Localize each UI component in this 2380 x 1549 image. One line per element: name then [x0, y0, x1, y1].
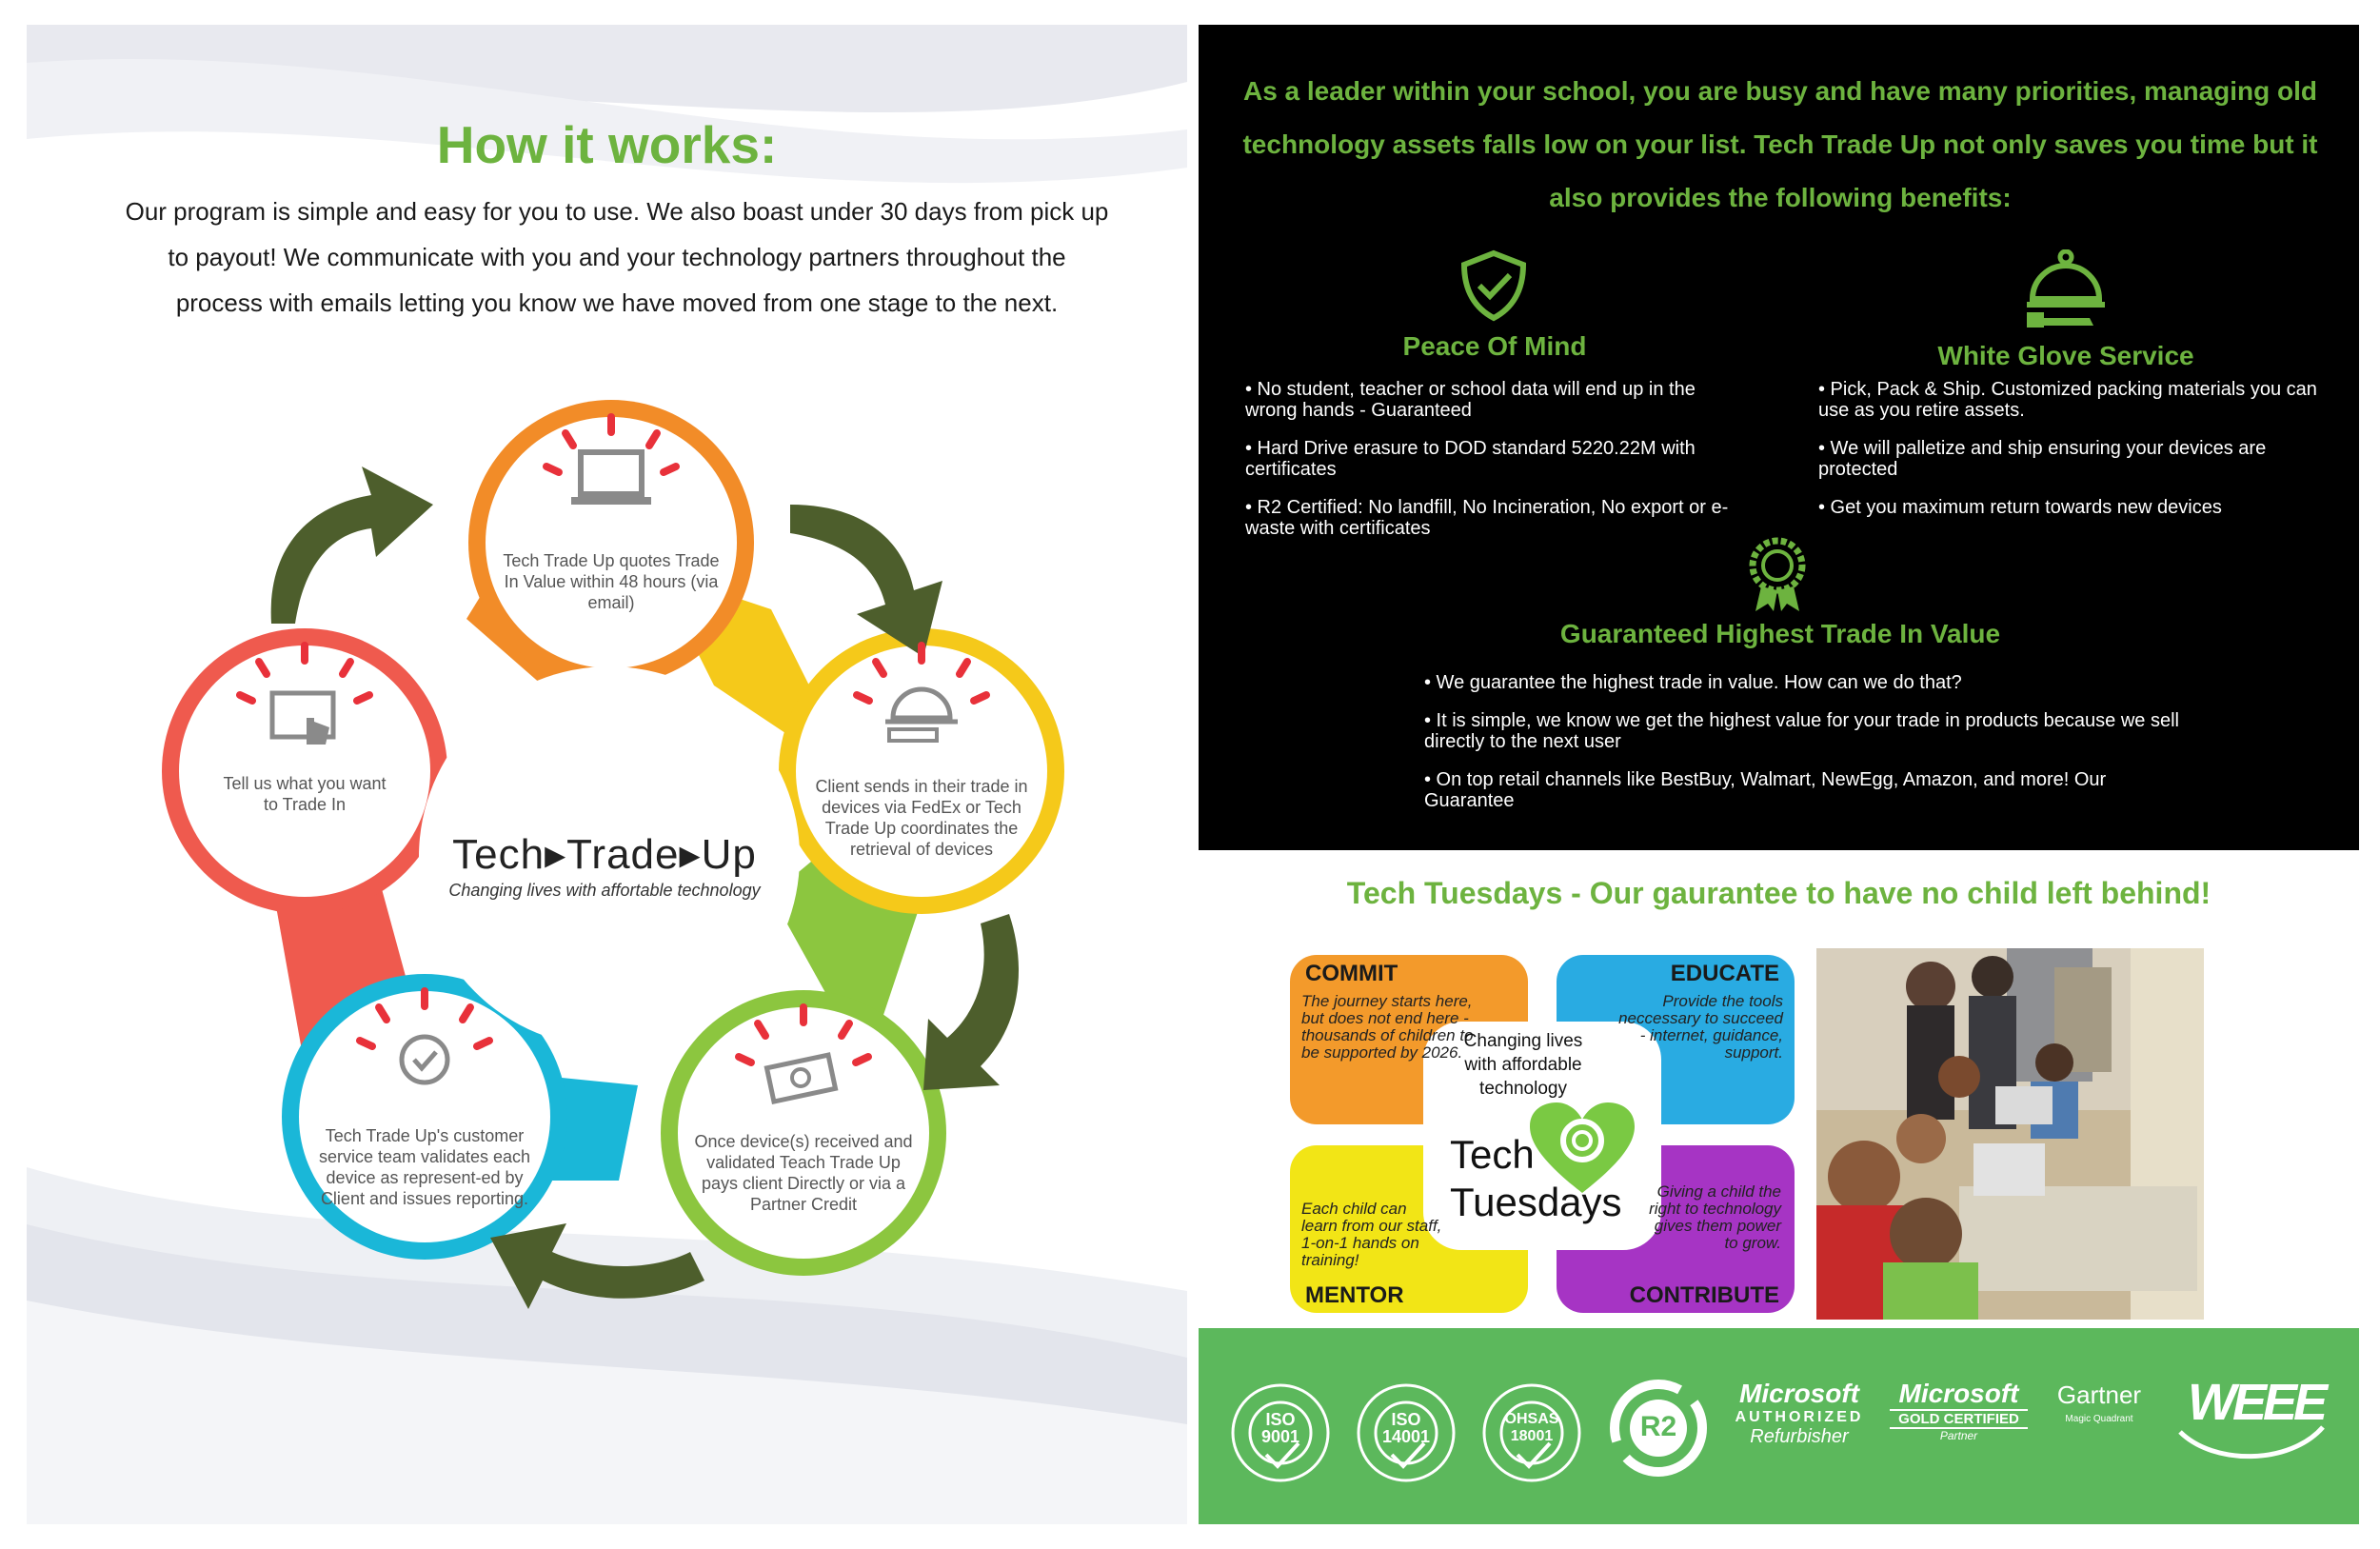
cert-label: OHSAS 18001: [1504, 1411, 1559, 1444]
quadrant-text: Each child can learn from our staff, 1-on-1 hands on training!: [1301, 1200, 1442, 1269]
benefit-list-white-glove: [1818, 379, 2332, 535]
microsoft-gold-logo-icon: Microsoft GOLD CERTIFIED Partner: [1890, 1379, 2028, 1442]
step-circle-quote: [468, 400, 754, 685]
step-text-ship: Client sends in their trade in devices via FedEx or Tech Trade Up coordinates the retrieval of devices: [815, 777, 1028, 859]
quadrant-heading: CONTRIBUTE: [1629, 1282, 1779, 1308]
quadrant-heading: COMMIT: [1305, 961, 1398, 986]
benefit-list-highest-value: [1424, 672, 2186, 828]
brand-tagline: Changing lives with affortable technology: [448, 881, 761, 900]
brand-block: [419, 830, 790, 901]
benefit-title-peace-of-mind: Peace Of Mind: [1402, 331, 1587, 361]
award-badge-icon: [1742, 535, 1813, 613]
benefits-intro: As a leader within your school, you are busy and have many priorities, managing old technology assets falls low on your list. Tech Trade Up not only saves you time but it also provides the following benefits:: [1242, 76, 2318, 212]
quadrant-text: The journey starts here, but does not end here - thousands of children to be supported by 2026.: [1301, 992, 1474, 1062]
tech-tuesdays-graphic: [1290, 955, 1795, 1313]
quadrant-text: Provide the tools neccessary to succeed - internet, guidance, support.: [1618, 992, 1783, 1062]
cert-label: ISO 9001: [1260, 1410, 1300, 1446]
brand-name: Tech▸Trade▸Up: [452, 831, 757, 878]
cycle-arrow-2: [790, 505, 942, 657]
cycle-arrow-3: [923, 914, 1019, 1090]
cycle-arrow-1: [271, 467, 433, 624]
step-text-tell: Tell us what you want to Trade In: [223, 774, 387, 814]
quadrant-heading: EDUCATE: [1670, 961, 1779, 986]
list-item: • R2 Certified: No landfill, No Incineration, No export or e-waste with certificates: [1245, 497, 1729, 539]
cert-label: ISO 14001: [1381, 1410, 1431, 1446]
list-item: • It is simple, we know we get the highest value for your trade in products because we sell directly to the next user: [1424, 710, 2179, 752]
step-text-validate: Tech Trade Up's customer service team validates each device as represent-ed by Client and issues reporting.: [318, 1126, 531, 1208]
quadrant-text: Giving a child the right to technology gives them power to grow.: [1649, 1182, 1781, 1252]
step-circle-tell: [162, 628, 447, 914]
list-item: • On top retail channels like BestBuy, Walmart, NewEgg, Amazon, and more! Our Guarantee: [1424, 769, 2107, 811]
how-it-works-title: How it works:: [436, 115, 778, 174]
service-bell-icon: [2023, 249, 2109, 331]
how-it-works-intro: Our program is simple and easy for you to use. We also boast under 30 days from pick up to payout! We communicate with you and your technology partners throughout the process with emails letting you know we have moved from one stage to the next.: [125, 197, 1109, 317]
microsoft-authorized-logo-icon: Microsoft AUTHORIZED Refurbisher: [1735, 1379, 1864, 1447]
benefit-title-highest-value: Guaranteed Highest Trade In Value: [1559, 619, 2001, 648]
shield-check-icon: [1458, 249, 1529, 322]
gartner-logo-icon: Gartner Magic Quadrant: [2056, 1380, 2142, 1424]
step-text-quote: Tech Trade Up quotes Trade In Value within 48 hours (via email): [503, 551, 720, 612]
step-circle-ship: [779, 628, 1064, 914]
benefit-list-peace-of-mind: [1245, 379, 1740, 556]
benefit-title-white-glove: White Glove Service: [1937, 341, 2194, 370]
list-item: • Get you maximum return towards new devices: [1818, 497, 2222, 518]
tech-tuesdays-title: Tech Tuesdays - Our gaurantee to have no child left behind!: [1346, 876, 2211, 910]
quadrant-heading: MENTOR: [1305, 1282, 1404, 1308]
cert-label: WEEE: [2188, 1374, 2325, 1431]
center-tagline: Changing lives with affordable technology: [1463, 1031, 1583, 1099]
cycle-arrow-4: [490, 1223, 704, 1309]
list-item: • No student, teacher or school data will end up in the wrong hands - Guaranteed: [1245, 379, 1696, 421]
center-name-1: Tech: [1450, 1132, 1535, 1177]
list-item: • We will palletize and ship ensuring your devices are protected: [1818, 438, 2267, 480]
step-text-pay: Once device(s) received and validated Teach Trade Up pays client Directly or via a Partner Credit: [694, 1132, 913, 1214]
students-photo: [1816, 948, 2204, 1320]
center-name-2: Tuesdays: [1450, 1180, 1622, 1224]
list-item: • We guarantee the highest trade in value. How can we do that?: [1424, 672, 1962, 693]
cert-label: R2: [1639, 1411, 1677, 1442]
list-item: • Pick, Pack & Ship. Customized packing materials you can use as you retire assets.: [1818, 379, 2317, 421]
list-item: • Hard Drive erasure to DOD standard 5220.22M with certificates: [1245, 438, 1696, 480]
